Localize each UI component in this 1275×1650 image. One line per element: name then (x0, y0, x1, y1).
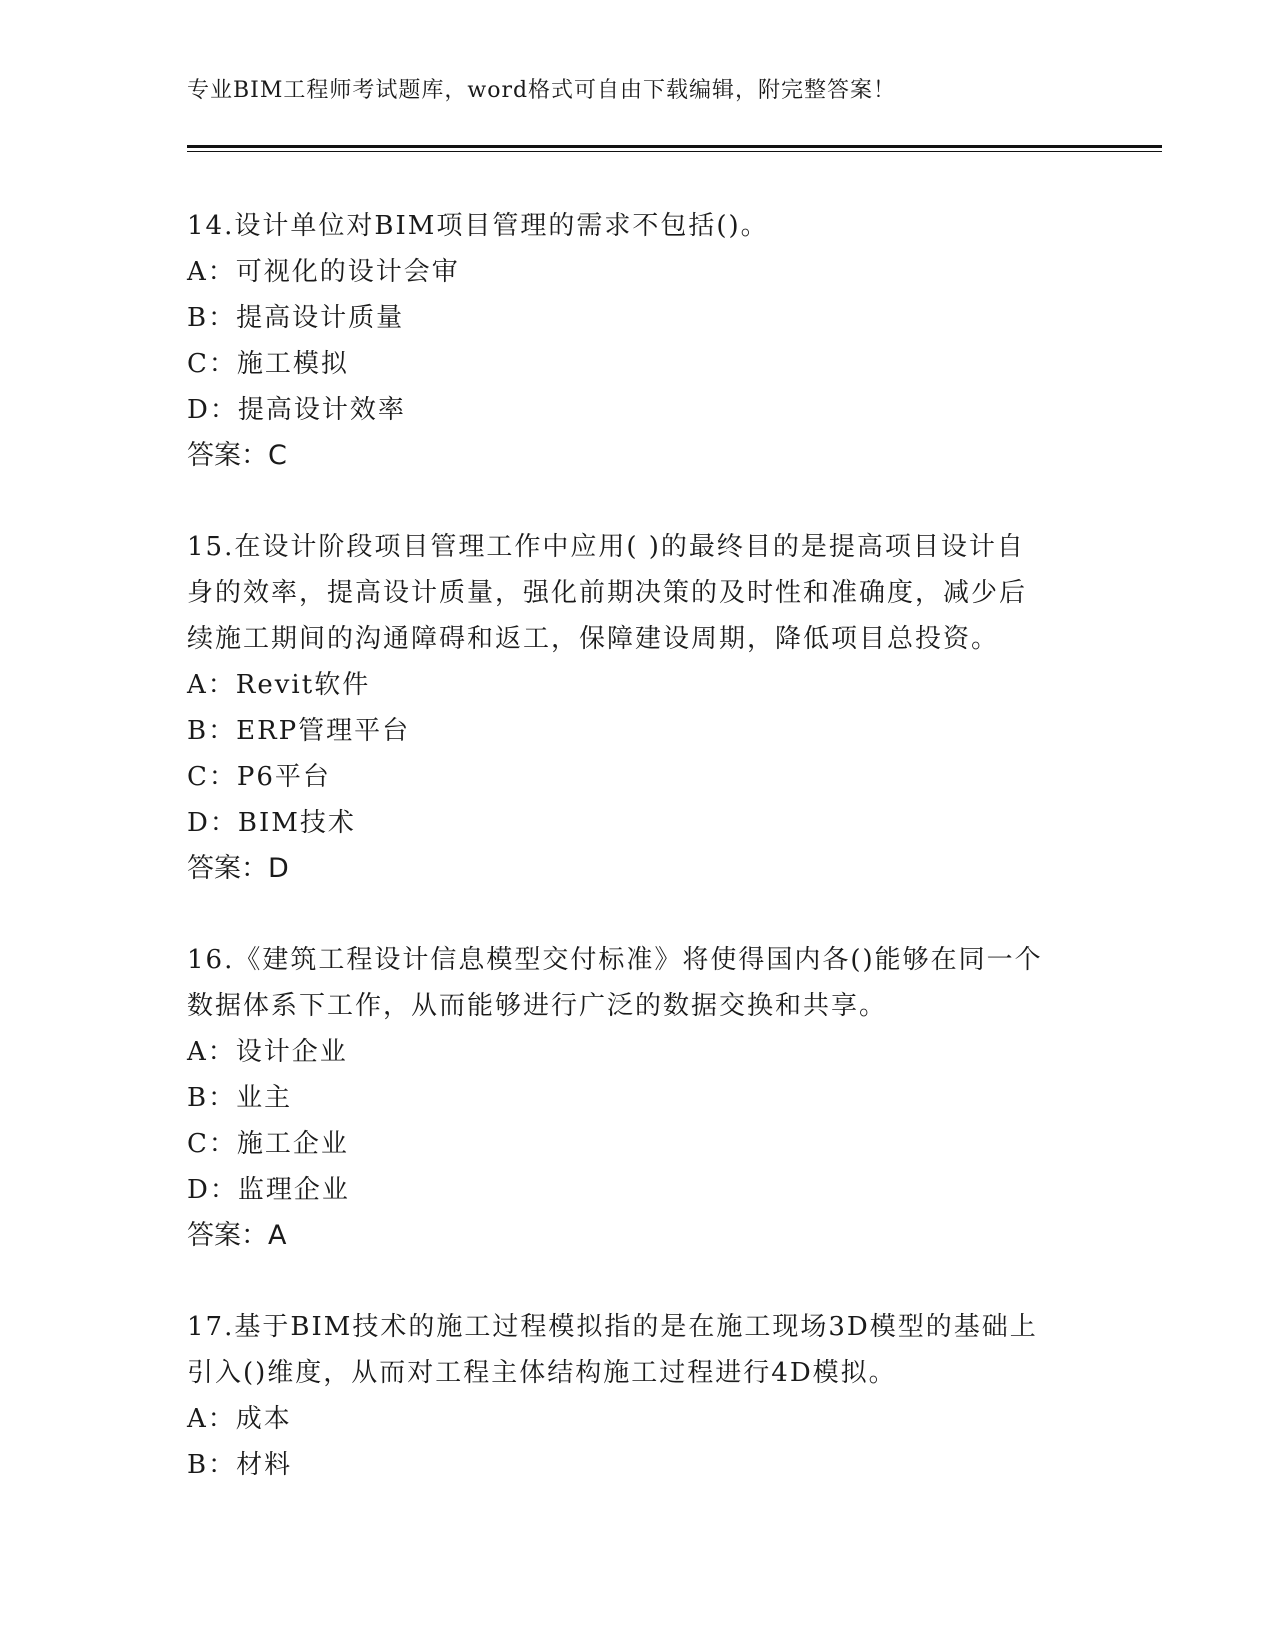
question-15 (187, 524, 1087, 892)
option-d: D：提高设计效率 (187, 395, 406, 425)
question-list (187, 203, 1087, 1533)
page-header: 专业BIM工程师考试题库，word格式可自由下载编辑，附完整答案！ (187, 78, 897, 103)
question-stem: 16.《建筑工程设计信息模型交付标准》将使得国内各()能够在同一个 (187, 945, 1043, 975)
answer: 答案：D (187, 853, 289, 884)
question-stem-continued: 身的效率，提高设计质量，强化前期决策的及时性和准确度，减少后 (187, 578, 1028, 608)
option-c: C：施工模拟 (187, 349, 349, 379)
option-a: A：成本 (187, 1404, 292, 1434)
header-divider-thick (187, 145, 1162, 148)
option-c: C：施工企业 (187, 1129, 349, 1159)
question-stem-continued: 引入()维度，从而对工程主体结构施工过程进行4D模拟。 (187, 1358, 897, 1388)
option-d: D：监理企业 (187, 1175, 350, 1205)
option-a: A：可视化的设计会审 (187, 257, 460, 287)
question-stem: 15.在设计阶段项目管理工作中应用( )的最终目的是提高项目设计自 (187, 532, 1025, 562)
option-d: D：BIM技术 (187, 808, 356, 838)
question-14 (187, 203, 1087, 479)
option-a: A：Revit软件 (187, 670, 371, 700)
header-divider-thin (187, 151, 1162, 152)
answer: 答案：A (187, 1220, 287, 1251)
answer: 答案：C (187, 440, 287, 471)
option-b: B：业主 (187, 1083, 293, 1113)
question-stem-continued: 数据体系下工作，从而能够进行广泛的数据交换和共享。 (187, 991, 888, 1021)
option-b: B：提高设计质量 (187, 303, 405, 333)
option-b: B：材料 (187, 1450, 293, 1480)
question-stem: 17.基于BIM技术的施工过程模拟指的是在施工现场3D模型的基础上 (187, 1312, 1038, 1342)
question-16 (187, 937, 1087, 1259)
question-17 (187, 1304, 1087, 1488)
option-b: B：ERP管理平台 (187, 716, 411, 746)
question-stem-continued: 续施工期间的沟通障碍和返工，保障建设周期，降低项目总投资。 (187, 624, 1000, 654)
option-a: A：设计企业 (187, 1037, 348, 1067)
question-stem: 14.设计单位对BIM项目管理的需求不包括()。 (187, 211, 769, 241)
option-c: C：P6平台 (187, 762, 331, 792)
